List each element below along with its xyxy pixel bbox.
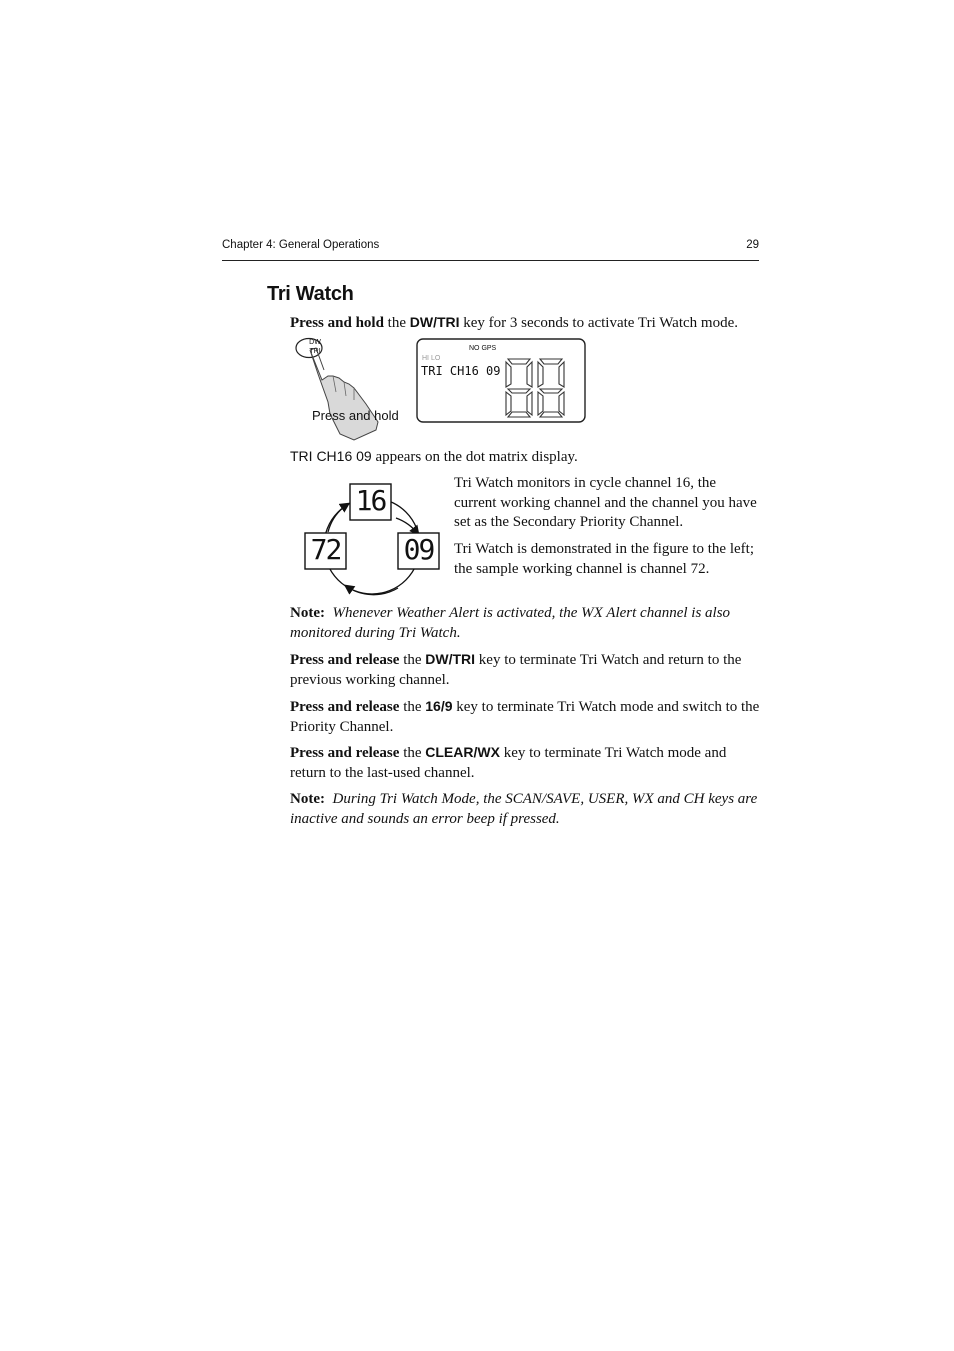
display-code: TRI CH16 09 xyxy=(290,448,372,464)
tri-watch-demo-description: Tri Watch is demonstrated in the figure to the left; the sample working channel is channel 72. xyxy=(454,541,754,577)
page-number: 29 xyxy=(746,239,759,251)
chapter-header: Chapter 4: General Operations xyxy=(222,239,380,251)
key-name: DW/TRI xyxy=(409,314,460,330)
lcd-no-gps: NO GPS xyxy=(469,345,497,352)
display-note: TRI CH16 09 appears on the dot matrix display. xyxy=(290,448,578,465)
key-label-top: DW xyxy=(309,339,321,346)
note-weather-alert: Note: Whenever Weather Alert is activated, the WX Alert channel is also monitored during Tri Watch. xyxy=(290,605,731,641)
lcd-hi-lo: HI LO xyxy=(422,355,441,362)
instruction-clear-wx-release: Press and release the CLEAR/WX key to terminate Tri Watch mode and return to the last-used channel. xyxy=(290,744,727,781)
section-title: Tri Watch xyxy=(267,283,354,305)
key-label-bottom: TRI xyxy=(309,348,321,355)
instruction-dw-tri-release: Press and release the DW/TRI key to terminate Tri Watch and return to the previous working channel. xyxy=(290,651,742,688)
tri-watch-description: Tri Watch monitors in cycle channel 16, the current working channel and the channel you have set as the Secondary Priority Channel. xyxy=(454,475,757,530)
instruction-lead: Press and hold xyxy=(290,315,384,331)
header-rule xyxy=(222,260,759,261)
lcd-dot-matrix-text: TRI CH16 09 xyxy=(421,364,501,378)
instruction-16-9-release: Press and release the 16/9 key to terminate Tri Watch mode and switch to the Priority Channel. xyxy=(290,698,760,735)
channel-72: 72 xyxy=(310,533,341,566)
channel-09: 09 xyxy=(403,533,434,566)
channel-16: 16 xyxy=(355,484,386,517)
press-and-hold-caption: Press and hold xyxy=(312,408,399,423)
note-inactive-keys: Note: During Tri Watch Mode, the SCAN/SAVE, USER, WX and CH keys are inactive and sounds an error beep if pressed. xyxy=(290,791,758,827)
lcd-display xyxy=(416,338,587,424)
instruction-press-hold: Press and hold the DW/TRI key for 3 seconds to activate Tri Watch mode. xyxy=(290,314,738,331)
